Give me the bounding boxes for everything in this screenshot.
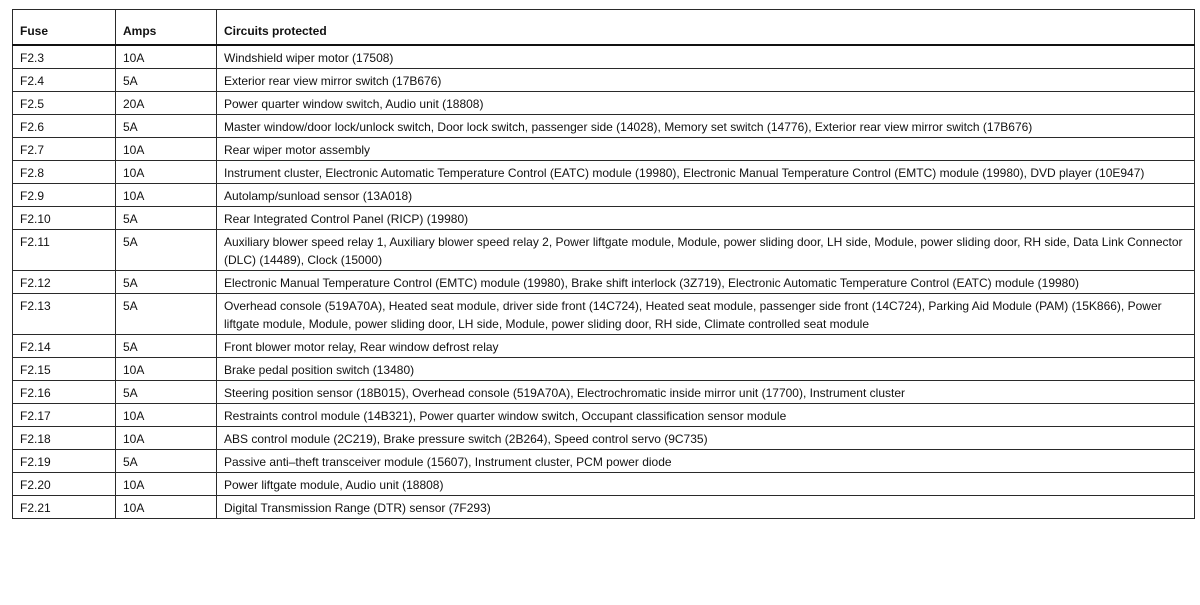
circuits-cell: Power quarter window switch, Audio unit (18808) — [217, 91, 1195, 114]
table-row — [13, 293, 1195, 334]
fuse-cell: F2.20 — [13, 472, 116, 495]
table-header-row — [13, 10, 1195, 45]
fuse-cell: F2.16 — [13, 380, 116, 403]
circuits-cell: Autolamp/sunload sensor (13A018) — [217, 183, 1195, 206]
table-row — [13, 206, 1195, 229]
fuse-cell: F2.18 — [13, 426, 116, 449]
circuits-cell: Power liftgate module, Audio unit (18808) — [217, 472, 1195, 495]
amps-cell: 5A — [116, 68, 217, 91]
circuits-cell: ABS control module (2C219), Brake pressure switch (2B264), Speed control servo (9C735) — [217, 426, 1195, 449]
column-header-fuse: Fuse — [13, 10, 116, 45]
circuits-cell: Instrument cluster, Electronic Automatic Temperature Control (EATC) module (19980), Electronic Manual Temperature Control (EMTC) module (19980), DVD player (10E947) — [217, 160, 1195, 183]
table-row — [13, 426, 1195, 449]
fuse-cell: F2.21 — [13, 495, 116, 518]
circuits-cell: Windshield wiper motor (17508) — [217, 45, 1195, 69]
fuse-cell: F2.6 — [13, 114, 116, 137]
fuse-cell: F2.11 — [13, 229, 116, 270]
fuse-cell: F2.5 — [13, 91, 116, 114]
table-row — [13, 403, 1195, 426]
amps-cell: 5A — [116, 114, 217, 137]
fuse-cell: F2.3 — [13, 45, 116, 69]
fuse-cell: F2.13 — [13, 293, 116, 334]
fuse-table — [12, 9, 1195, 519]
amps-cell: 10A — [116, 137, 217, 160]
amps-cell: 5A — [116, 334, 217, 357]
amps-cell: 5A — [116, 380, 217, 403]
amps-cell: 5A — [116, 293, 217, 334]
circuits-cell: Front blower motor relay, Rear window defrost relay — [217, 334, 1195, 357]
circuits-cell: Rear wiper motor assembly — [217, 137, 1195, 160]
column-header-amps: Amps — [116, 10, 217, 45]
table-row — [13, 472, 1195, 495]
circuits-cell: Electronic Manual Temperature Control (EMTC) module (19980), Brake shift interlock (3Z719), Electronic Automatic Temperature Control (EATC) module (19980) — [217, 270, 1195, 293]
fuse-cell: F2.9 — [13, 183, 116, 206]
table-row — [13, 449, 1195, 472]
fuse-cell: F2.7 — [13, 137, 116, 160]
fuse-cell: F2.8 — [13, 160, 116, 183]
circuits-cell: Passive anti–theft transceiver module (15607), Instrument cluster, PCM power diode — [217, 449, 1195, 472]
table-row — [13, 270, 1195, 293]
table-row — [13, 357, 1195, 380]
amps-cell: 10A — [116, 183, 217, 206]
table-body — [13, 45, 1195, 519]
fuse-cell: F2.4 — [13, 68, 116, 91]
table-row — [13, 91, 1195, 114]
fuse-cell: F2.12 — [13, 270, 116, 293]
circuits-cell: Rear Integrated Control Panel (RICP) (19980) — [217, 206, 1195, 229]
fuse-cell: F2.15 — [13, 357, 116, 380]
amps-cell: 10A — [116, 426, 217, 449]
circuits-cell: Restraints control module (14B321), Power quarter window switch, Occupant classification sensor module — [217, 403, 1195, 426]
table-row — [13, 45, 1195, 69]
column-header-circuits: Circuits protected — [217, 10, 1195, 45]
circuits-cell: Master window/door lock/unlock switch, Door lock switch, passenger side (14028), Memory set switch (14776), Exterior rear view mirror switch (17B676) — [217, 114, 1195, 137]
fuse-cell: F2.10 — [13, 206, 116, 229]
amps-cell: 20A — [116, 91, 217, 114]
circuits-cell: Exterior rear view mirror switch (17B676) — [217, 68, 1195, 91]
amps-cell: 5A — [116, 449, 217, 472]
amps-cell: 5A — [116, 229, 217, 270]
circuits-cell: Digital Transmission Range (DTR) sensor (7F293) — [217, 495, 1195, 518]
circuits-cell: Brake pedal position switch (13480) — [217, 357, 1195, 380]
table-row — [13, 229, 1195, 270]
amps-cell: 10A — [116, 357, 217, 380]
amps-cell: 10A — [116, 160, 217, 183]
amps-cell: 10A — [116, 403, 217, 426]
table-row — [13, 334, 1195, 357]
amps-cell: 10A — [116, 472, 217, 495]
circuits-cell: Steering position sensor (18B015), Overhead console (519A70A), Electrochromatic inside mirror unit (17700), Instrument cluster — [217, 380, 1195, 403]
table-row — [13, 160, 1195, 183]
amps-cell: 10A — [116, 495, 217, 518]
table-row — [13, 137, 1195, 160]
amps-cell: 10A — [116, 45, 217, 69]
table-row — [13, 380, 1195, 403]
table-row — [13, 183, 1195, 206]
amps-cell: 5A — [116, 270, 217, 293]
table-row — [13, 68, 1195, 91]
circuits-cell: Auxiliary blower speed relay 1, Auxiliary blower speed relay 2, Power liftgate module, Module, power sliding door, LH side, Module, power sliding door, RH side, Data Link Connector (DLC) (14489), Clock (15000) — [217, 229, 1195, 270]
table-row — [13, 114, 1195, 137]
fuse-cell: F2.17 — [13, 403, 116, 426]
fuse-cell: F2.19 — [13, 449, 116, 472]
amps-cell: 5A — [116, 206, 217, 229]
fuse-cell: F2.14 — [13, 334, 116, 357]
table-row — [13, 495, 1195, 518]
circuits-cell: Overhead console (519A70A), Heated seat module, driver side front (14C724), Heated seat module, passenger side front (14C724), Parking Aid Module (PAM) (15K866), Power liftgate module, Module, power sliding door, LH side, Module, power sliding door, RH side, Climate controlled seat module — [217, 293, 1195, 334]
